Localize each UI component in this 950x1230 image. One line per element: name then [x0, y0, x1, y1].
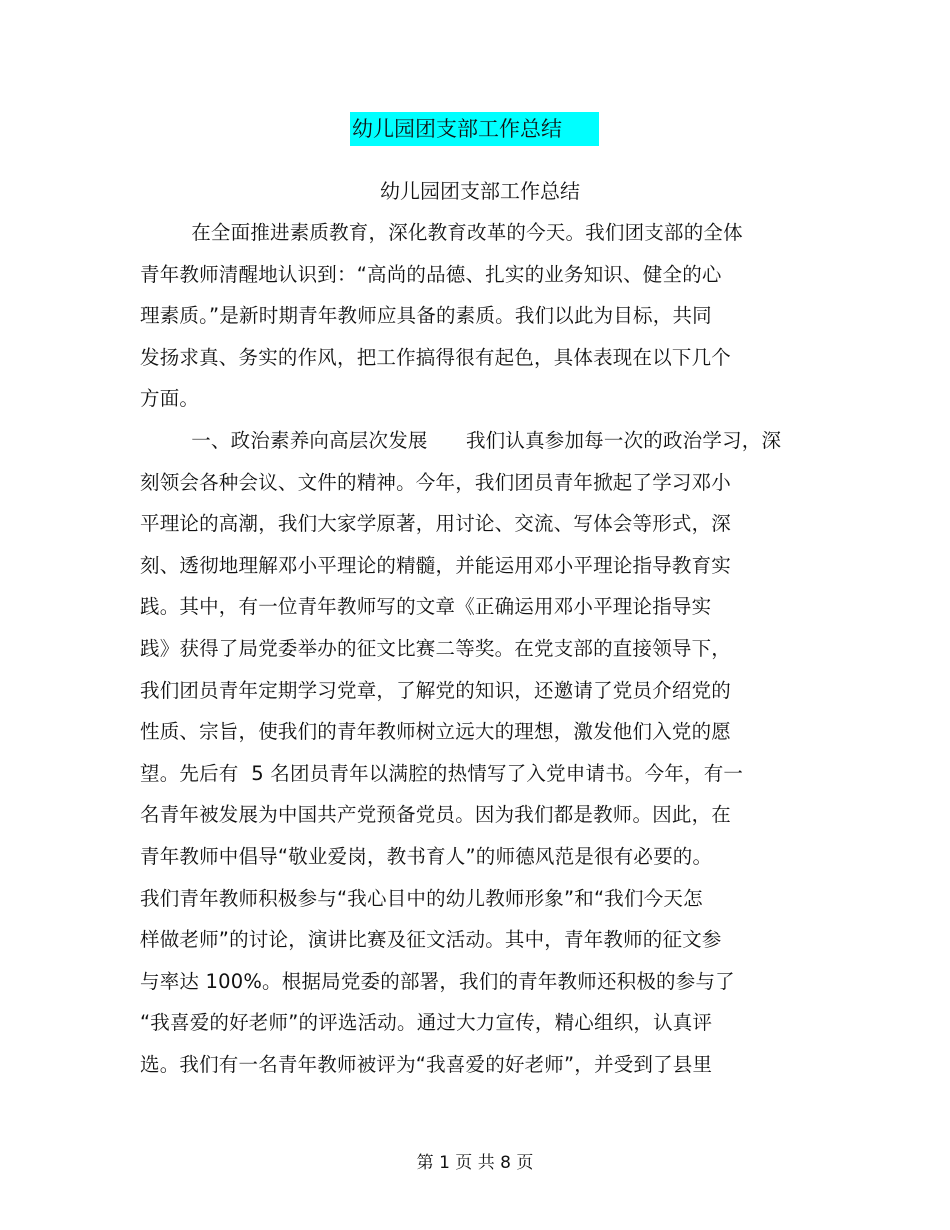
body-text-line: 方面。: [140, 387, 200, 411]
body-text-line: 刻领会各种会议、文件的精神。今年，我们团员青年掀起了学习邓小: [140, 470, 732, 494]
body-text-line: 样做老师”的讨论，演讲比赛及征文活动。其中，青年教师的征文参: [140, 928, 722, 952]
body-text-line: 理素质。”是新时期青年教师应具备的素质。我们以此为目标，共同: [140, 304, 712, 328]
body-text-line: 名青年被发展为中国共产党预备党员。因为我们都是教师。因此，在: [140, 803, 732, 827]
body-text-line: 我们青年教师积极参与“我心目中的幼儿教师形象”和“我们今天怎: [140, 886, 703, 910]
body-text-line: 选。我们有一名青年教师被评为“我喜爱的好老师”，并受到了县里: [140, 1053, 713, 1076]
body-text-line: 我们团员青年定期学习党章，了解党的知识，还邀请了党员介绍党的: [140, 678, 732, 702]
body-text-line: 与率达 100%。根据局党委的部署，我们的青年教师还积极的参与了: [140, 969, 735, 993]
body-text-line: 望。先后有 5 名团员青年以满腔的热情写了入党申请书。今年，有一: [140, 761, 744, 785]
body-text-line: 刻、透彻地理解邓小平理论的精髓，并能运用邓小平理论指导教育实: [140, 553, 732, 577]
body-text-line: 青年教师中倡导“敬业爱岗，教书育人”的师德风范是很有必要的。: [140, 845, 713, 868]
body-text-line: 在全面推进素质教育，深化教育改革的今天。我们团支部的全体: [140, 221, 743, 244]
body-text-line: 践。其中，有一位青年教师写的文章《正确运用邓小平理论指导实: [140, 595, 712, 619]
body-text-line: 一、政治素养向高层次发展 我们认真参加每一次的政治学习，深: [140, 429, 782, 452]
body-text-line: 践》获得了局党委举办的征文比赛二等奖。在党支部的直接领导下，: [140, 637, 732, 660]
body-text-line: “我喜爱的好老师”的评选活动。通过大力宣传，精心组织，认真评: [140, 1011, 713, 1035]
page-indicator: 第 1 页 共 8 页: [416, 1153, 534, 1173]
body-text-line: 发扬求真、务实的作风，把工作搞得很有起色，具体表现在以下几个: [140, 345, 732, 369]
body-text-line: 青年教师清醒地认识到：“高尚的品德、扎实的业务知识、健全的心: [140, 262, 722, 286]
highlighted-header-title: 幼儿园团支部工作总结: [350, 112, 599, 146]
document-title: 幼儿园团支部工作总结: [380, 179, 580, 203]
body-text-line: 平理论的高潮，我们大家学原著，用讨论、交流、写体会等形式，深: [140, 512, 732, 536]
body-text-line: 性质、宗旨，使我们的青年教师树立远大的理想，激发他们入党的愿: [140, 720, 732, 744]
